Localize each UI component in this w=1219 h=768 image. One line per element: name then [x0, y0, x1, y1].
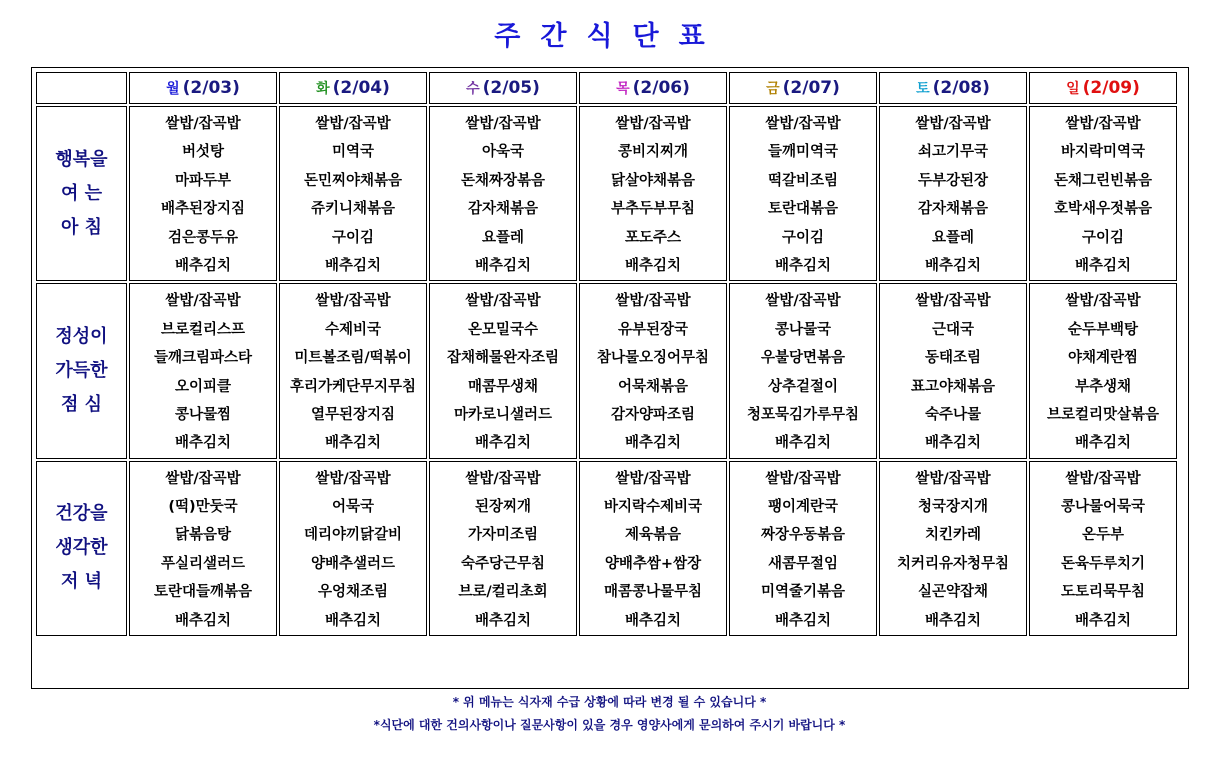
dish-item: 우엉채조림	[317, 584, 389, 601]
dish-item: 부추두부무침	[610, 201, 696, 218]
dish-item: 온모밀국수	[467, 321, 539, 338]
dish-item: 쇠고기무국	[917, 144, 989, 161]
dish-item: 돈육두루치기	[1060, 555, 1146, 572]
meal-label-line: 건강을	[55, 503, 108, 525]
menu-cell	[879, 283, 1027, 458]
dish-item: 매콤콩나물무침	[603, 584, 703, 601]
dish-item: 들깨미역국	[767, 144, 839, 161]
dish-item: 돈채그린빈볶음	[1053, 172, 1153, 189]
dish-item: 배추김치	[1074, 257, 1132, 274]
dish-item: 제육볶음	[624, 527, 682, 544]
dish-item: 닭볶음탕	[174, 527, 232, 544]
dish-item: 순두부백탕	[1067, 321, 1139, 338]
dish-item: 쌀밥/잡곡밥	[765, 470, 841, 487]
dish-item: 돈채짜장볶음	[460, 172, 546, 189]
dish-item: 수제비국	[324, 321, 382, 338]
dish-item: 쌀밥/잡곡밥	[165, 470, 241, 487]
dish-item: 배추김치	[624, 257, 682, 274]
menu-cell	[579, 283, 727, 458]
day-header	[579, 72, 727, 104]
dish-item: 들깨크림파스타	[153, 350, 253, 367]
notice-line-1: * 위 메뉴는 식자재 수급 상황에 따라 변경 될 수 있습니다 *	[452, 695, 767, 709]
menu-cell	[279, 106, 427, 281]
meal-label-line: 생각한	[55, 537, 108, 559]
dish-item: 배추김치	[174, 257, 232, 274]
dish-item: 도토리묵무침	[1060, 584, 1146, 601]
dish-item: 요플레	[931, 229, 975, 246]
dish-item: 브로/컬리초회	[458, 584, 548, 601]
day-date: (2/05)	[482, 78, 540, 98]
day-header	[1029, 72, 1177, 104]
dish-item: 미역줄기볶음	[760, 584, 846, 601]
weekly-menu-table	[34, 70, 1179, 638]
dish-item: 치커리유자청무침	[896, 555, 1010, 572]
dish-item: 양배추쌈+쌈장	[604, 555, 702, 572]
dish-item: 쌀밥/잡곡밥	[165, 116, 241, 132]
menu-cell	[579, 106, 727, 281]
dish-item: 열무된장지짐	[310, 406, 396, 423]
day-header	[279, 72, 427, 104]
meal-label-line: 가득한	[55, 360, 108, 382]
day-header	[729, 72, 877, 104]
menu-cell	[129, 283, 277, 458]
dish-item: (떡)만둣국	[168, 499, 238, 516]
day-header	[429, 72, 577, 104]
dish-item: 쌀밥/잡곡밥	[465, 116, 541, 132]
dish-item: 배추김치	[474, 612, 532, 629]
dish-item: 유부된장국	[617, 321, 689, 338]
day-icon: 수	[466, 81, 480, 97]
dish-item: 배추김치	[474, 257, 532, 274]
dish-item: 토란대들깨볶음	[153, 584, 253, 601]
day-icon: 일	[1066, 81, 1080, 97]
dish-item: 배추김치	[624, 612, 682, 629]
menu-table-frame	[31, 67, 1189, 689]
menu-cell	[1029, 283, 1177, 458]
dish-item: 감자양파조림	[610, 406, 696, 423]
dish-item: 배추김치	[924, 435, 982, 452]
day-date: (2/04)	[332, 78, 390, 98]
day-icon: 토	[916, 81, 930, 97]
dish-item: 쌀밥/잡곡밥	[1065, 116, 1141, 132]
corner-cell	[36, 72, 127, 104]
dish-item: 잡채해물완자조림	[446, 350, 560, 367]
dish-item: 바지락미역국	[1060, 144, 1146, 161]
dish-item: 짜장우동볶음	[760, 527, 846, 544]
day-date: (2/03)	[182, 78, 240, 98]
dish-item: 감자채볶음	[917, 201, 989, 218]
menu-cell	[429, 106, 577, 281]
dish-item: 후리가케단무지무침	[289, 378, 417, 395]
dish-item: 숙주나물	[924, 406, 982, 423]
dish-item: 미역국	[331, 144, 375, 161]
dish-item: 브로컬리맛살볶음	[1046, 406, 1160, 423]
dish-item: 우불당면볶음	[760, 350, 846, 367]
dish-item: 쌀밥/잡곡밥	[465, 470, 541, 487]
menu-cell	[279, 461, 427, 636]
page-title: 주간식단표	[494, 21, 725, 52]
dish-item: 가자미조림	[467, 527, 539, 544]
dish-item: 쌀밥/잡곡밥	[465, 293, 541, 310]
day-icon: 금	[766, 81, 780, 97]
dish-item: 콩나물국	[774, 321, 832, 338]
dish-item: 동태조림	[924, 350, 982, 367]
dish-item: 쌀밥/잡곡밥	[765, 116, 841, 132]
dish-item: 콩비지찌개	[617, 144, 689, 161]
dish-item: 숙주당근무침	[460, 555, 546, 572]
menu-cell	[1029, 461, 1177, 636]
dish-item: 어묵국	[331, 499, 375, 516]
dish-item: 구이김	[781, 229, 825, 246]
dish-item: 표고야채볶음	[910, 378, 996, 395]
dish-item: 구이김	[1081, 229, 1125, 246]
dish-item: 된장찌개	[474, 499, 532, 516]
dish-item: 온두부	[1081, 527, 1125, 544]
dish-item: 부추생채	[1074, 378, 1132, 395]
dish-item: 새콤무절임	[767, 555, 839, 572]
menu-cell	[429, 461, 577, 636]
dish-item: 호박새우젓볶음	[1053, 201, 1153, 218]
meal-label-line: 점 심	[60, 394, 103, 416]
dish-item: 데리야끼닭갈비	[303, 527, 403, 544]
dish-item: 배추김치	[774, 612, 832, 629]
dish-item: 양배추샐러드	[310, 555, 396, 572]
dish-item: 쌀밥/잡곡밥	[1065, 470, 1141, 487]
dish-item: 쌀밥/잡곡밥	[165, 293, 241, 310]
menu-cell	[279, 283, 427, 458]
dish-item: 브로컬리스프	[160, 321, 246, 338]
dish-item: 상추겉절이	[767, 378, 839, 395]
menu-cell	[879, 106, 1027, 281]
day-date: (2/08)	[932, 78, 990, 98]
dish-item: 감자채볶음	[467, 201, 539, 218]
menu-cell	[729, 106, 877, 281]
meal-label-line: 저 녁	[60, 571, 103, 593]
dish-item: 참나물오징어무침	[596, 350, 710, 367]
dish-item: 쌀밥/잡곡밥	[315, 116, 391, 132]
dish-item: 닭살야채볶음	[610, 172, 696, 189]
day-header	[879, 72, 1027, 104]
dish-item: 청국장지개	[917, 499, 989, 516]
meal-label-line: 여 는	[60, 182, 103, 204]
menu-cell	[1029, 106, 1177, 281]
dish-item: 쌀밥/잡곡밥	[915, 116, 991, 132]
meal-row	[36, 283, 1177, 458]
day-header	[129, 72, 277, 104]
dish-item: 두부강된장	[917, 172, 989, 189]
dish-item: 쌀밥/잡곡밥	[315, 470, 391, 487]
dish-item: 마카로니샐러드	[453, 406, 553, 423]
dish-item: 배추김치	[324, 612, 382, 629]
meal-label	[36, 283, 127, 458]
dish-item: 쌀밥/잡곡밥	[615, 116, 691, 132]
dish-item: 쌀밥/잡곡밥	[315, 293, 391, 310]
menu-cell	[429, 283, 577, 458]
dish-item: 배추김치	[774, 257, 832, 274]
dish-item: 매콤무생채	[467, 378, 539, 395]
dish-item: 콩나물어묵국	[1060, 499, 1146, 516]
dish-item: 배추김치	[924, 612, 982, 629]
header-row	[36, 72, 1177, 104]
dish-item: 쌀밥/잡곡밥	[765, 293, 841, 310]
dish-item: 떡갈비조림	[767, 172, 839, 189]
menu-cell	[879, 461, 1027, 636]
dish-item: 배추김치	[174, 435, 232, 452]
dish-item: 미트볼조림/떡볶이	[294, 350, 412, 367]
day-date: (2/06)	[632, 78, 690, 98]
dish-item: 구이김	[331, 229, 375, 246]
dish-item: 쌀밥/잡곡밥	[615, 470, 691, 487]
dish-item: 쌀밥/잡곡밥	[1065, 293, 1141, 310]
dish-item: 치킨카레	[924, 527, 982, 544]
menu-cell	[129, 106, 277, 281]
notice-line-2: *식단에 대한 건의사항이나 질문사항이 있을 경우 영양사에게 문의하여 주시기 바랍니다 *	[373, 718, 846, 732]
menu-cell	[729, 283, 877, 458]
dish-item: 배추김치	[1074, 612, 1132, 629]
dish-item: 쥬키니채볶음	[310, 201, 396, 218]
meal-label	[36, 461, 127, 636]
dish-item: 배추김치	[774, 435, 832, 452]
dish-item: 팽이계란국	[767, 499, 839, 516]
dish-item: 배추된장지짐	[160, 201, 246, 218]
dish-item: 오이피클	[174, 378, 232, 395]
dish-item: 실곤약잡채	[917, 584, 989, 601]
dish-item: 쌀밥/잡곡밥	[915, 470, 991, 487]
day-date: (2/09)	[1082, 78, 1140, 98]
dish-item: 배추김치	[324, 435, 382, 452]
day-icon: 목	[616, 81, 630, 97]
meal-label-line: 행복을	[55, 148, 108, 170]
dish-item: 야채계란찜	[1067, 350, 1139, 367]
dish-item: 요플레	[481, 229, 525, 246]
dish-item: 쌀밥/잡곡밥	[615, 293, 691, 310]
dish-item: 배추김치	[624, 435, 682, 452]
dish-item: 어묵채볶음	[617, 378, 689, 395]
dish-item: 근대국	[931, 321, 975, 338]
dish-item: 콩나물찜	[174, 406, 232, 423]
dish-item: 배추김치	[1074, 435, 1132, 452]
dish-item: 토란대볶음	[767, 201, 839, 218]
dish-item: 포도주스	[624, 229, 682, 246]
dish-item: 청포묵김가루무침	[746, 406, 860, 423]
dish-item: 쌀밥/잡곡밥	[915, 293, 991, 310]
day-icon: 화	[316, 81, 330, 97]
dish-item: 아욱국	[481, 144, 525, 161]
dish-item: 버섯탕	[181, 144, 225, 161]
dish-item: 검은콩두유	[167, 229, 239, 246]
menu-cell	[729, 461, 877, 636]
menu-cell	[579, 461, 727, 636]
dish-item: 배추김치	[474, 435, 532, 452]
menu-cell	[129, 461, 277, 636]
meal-row	[36, 461, 1177, 636]
dish-item: 배추김치	[924, 257, 982, 274]
meal-label	[36, 106, 127, 281]
dish-item: 바지락수제비국	[603, 499, 703, 516]
dish-item: 배추김치	[174, 612, 232, 629]
dish-item: 돈민찌야채볶음	[303, 172, 403, 189]
meal-label-line: 정성이	[55, 326, 108, 348]
day-icon: 월	[166, 81, 180, 97]
day-date: (2/07)	[782, 78, 840, 98]
meal-row	[36, 106, 1177, 281]
meal-label-line: 아 침	[60, 216, 103, 238]
dish-item: 마파두부	[174, 172, 232, 189]
dish-item: 푸실리샐러드	[160, 555, 246, 572]
dish-item: 배추김치	[324, 257, 382, 274]
